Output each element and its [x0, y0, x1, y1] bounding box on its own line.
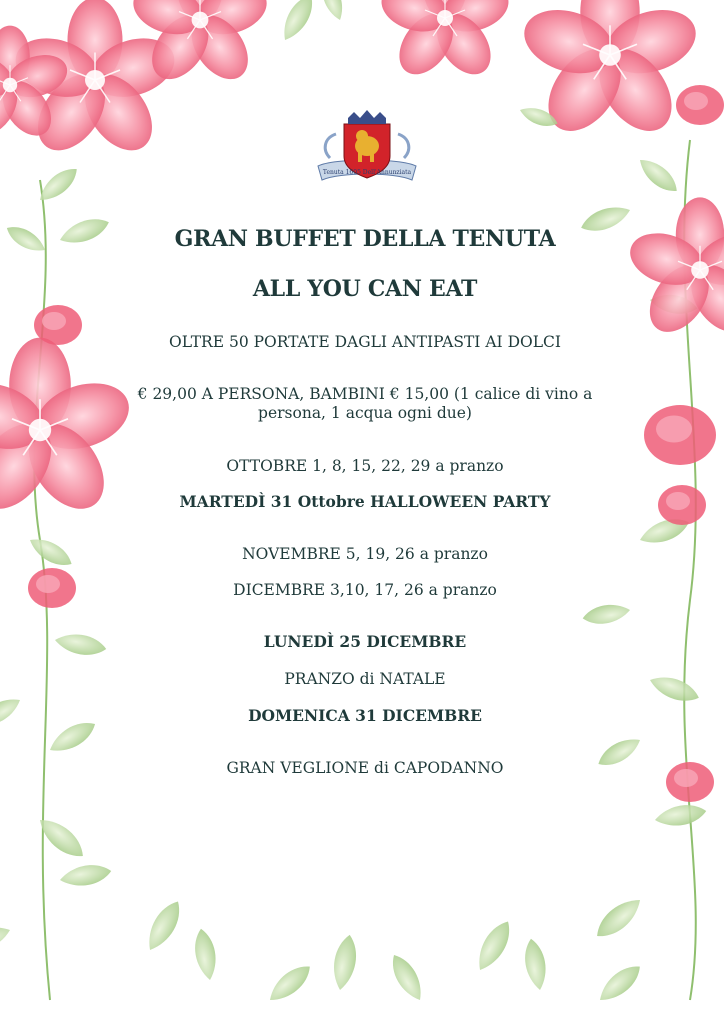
flower-icon: [375, 0, 514, 84]
price-line-2: persona, 1 acqua ogni due): [258, 404, 472, 422]
page-subtitle: ALL YOU CAN EAT: [252, 276, 478, 302]
newyear-event: GRAN VEGLIONE di CAPODANNO: [226, 759, 504, 777]
page-title: GRAN BUFFET DELLA TENUTA: [174, 226, 556, 252]
flower-icon: [0, 338, 137, 523]
bud-icon: [676, 85, 724, 125]
christmas-date: LUNEDÌ 25 DICEMBRE: [263, 632, 467, 651]
leaf-icon: [0, 162, 113, 957]
price-line-1: € 29,00 A PERSONA, BAMBINI € 15,00 (1 calice di vino a: [137, 385, 593, 403]
newyear-date: DOMENICA 31 DICEMBRE: [248, 706, 482, 725]
leaf-icon: [141, 896, 646, 1007]
crest-banner-text: Tenuta 1605 Dell'Annunziata: [322, 169, 412, 176]
november-dates: NOVEMBRE 5, 19, 26 a pranzo: [242, 545, 488, 563]
courses-info: OLTRE 50 PORTATE DAGLI ANTIPASTI AI DOLCI: [168, 333, 561, 351]
flower-icon: [623, 197, 724, 343]
december-dates: DICEMBRE 3,10, 17, 26 a pranzo: [233, 581, 497, 599]
bud-icon: [644, 405, 716, 802]
crest-logo: [314, 108, 420, 194]
halloween-event: MARTEDÌ 31 Ottobre HALLOWEEN PARTY: [179, 492, 551, 511]
october-dates: OTTOBRE 1, 8, 15, 22, 29 a pranzo: [226, 457, 504, 475]
christmas-event: PRANZO di NATALE: [284, 670, 446, 688]
